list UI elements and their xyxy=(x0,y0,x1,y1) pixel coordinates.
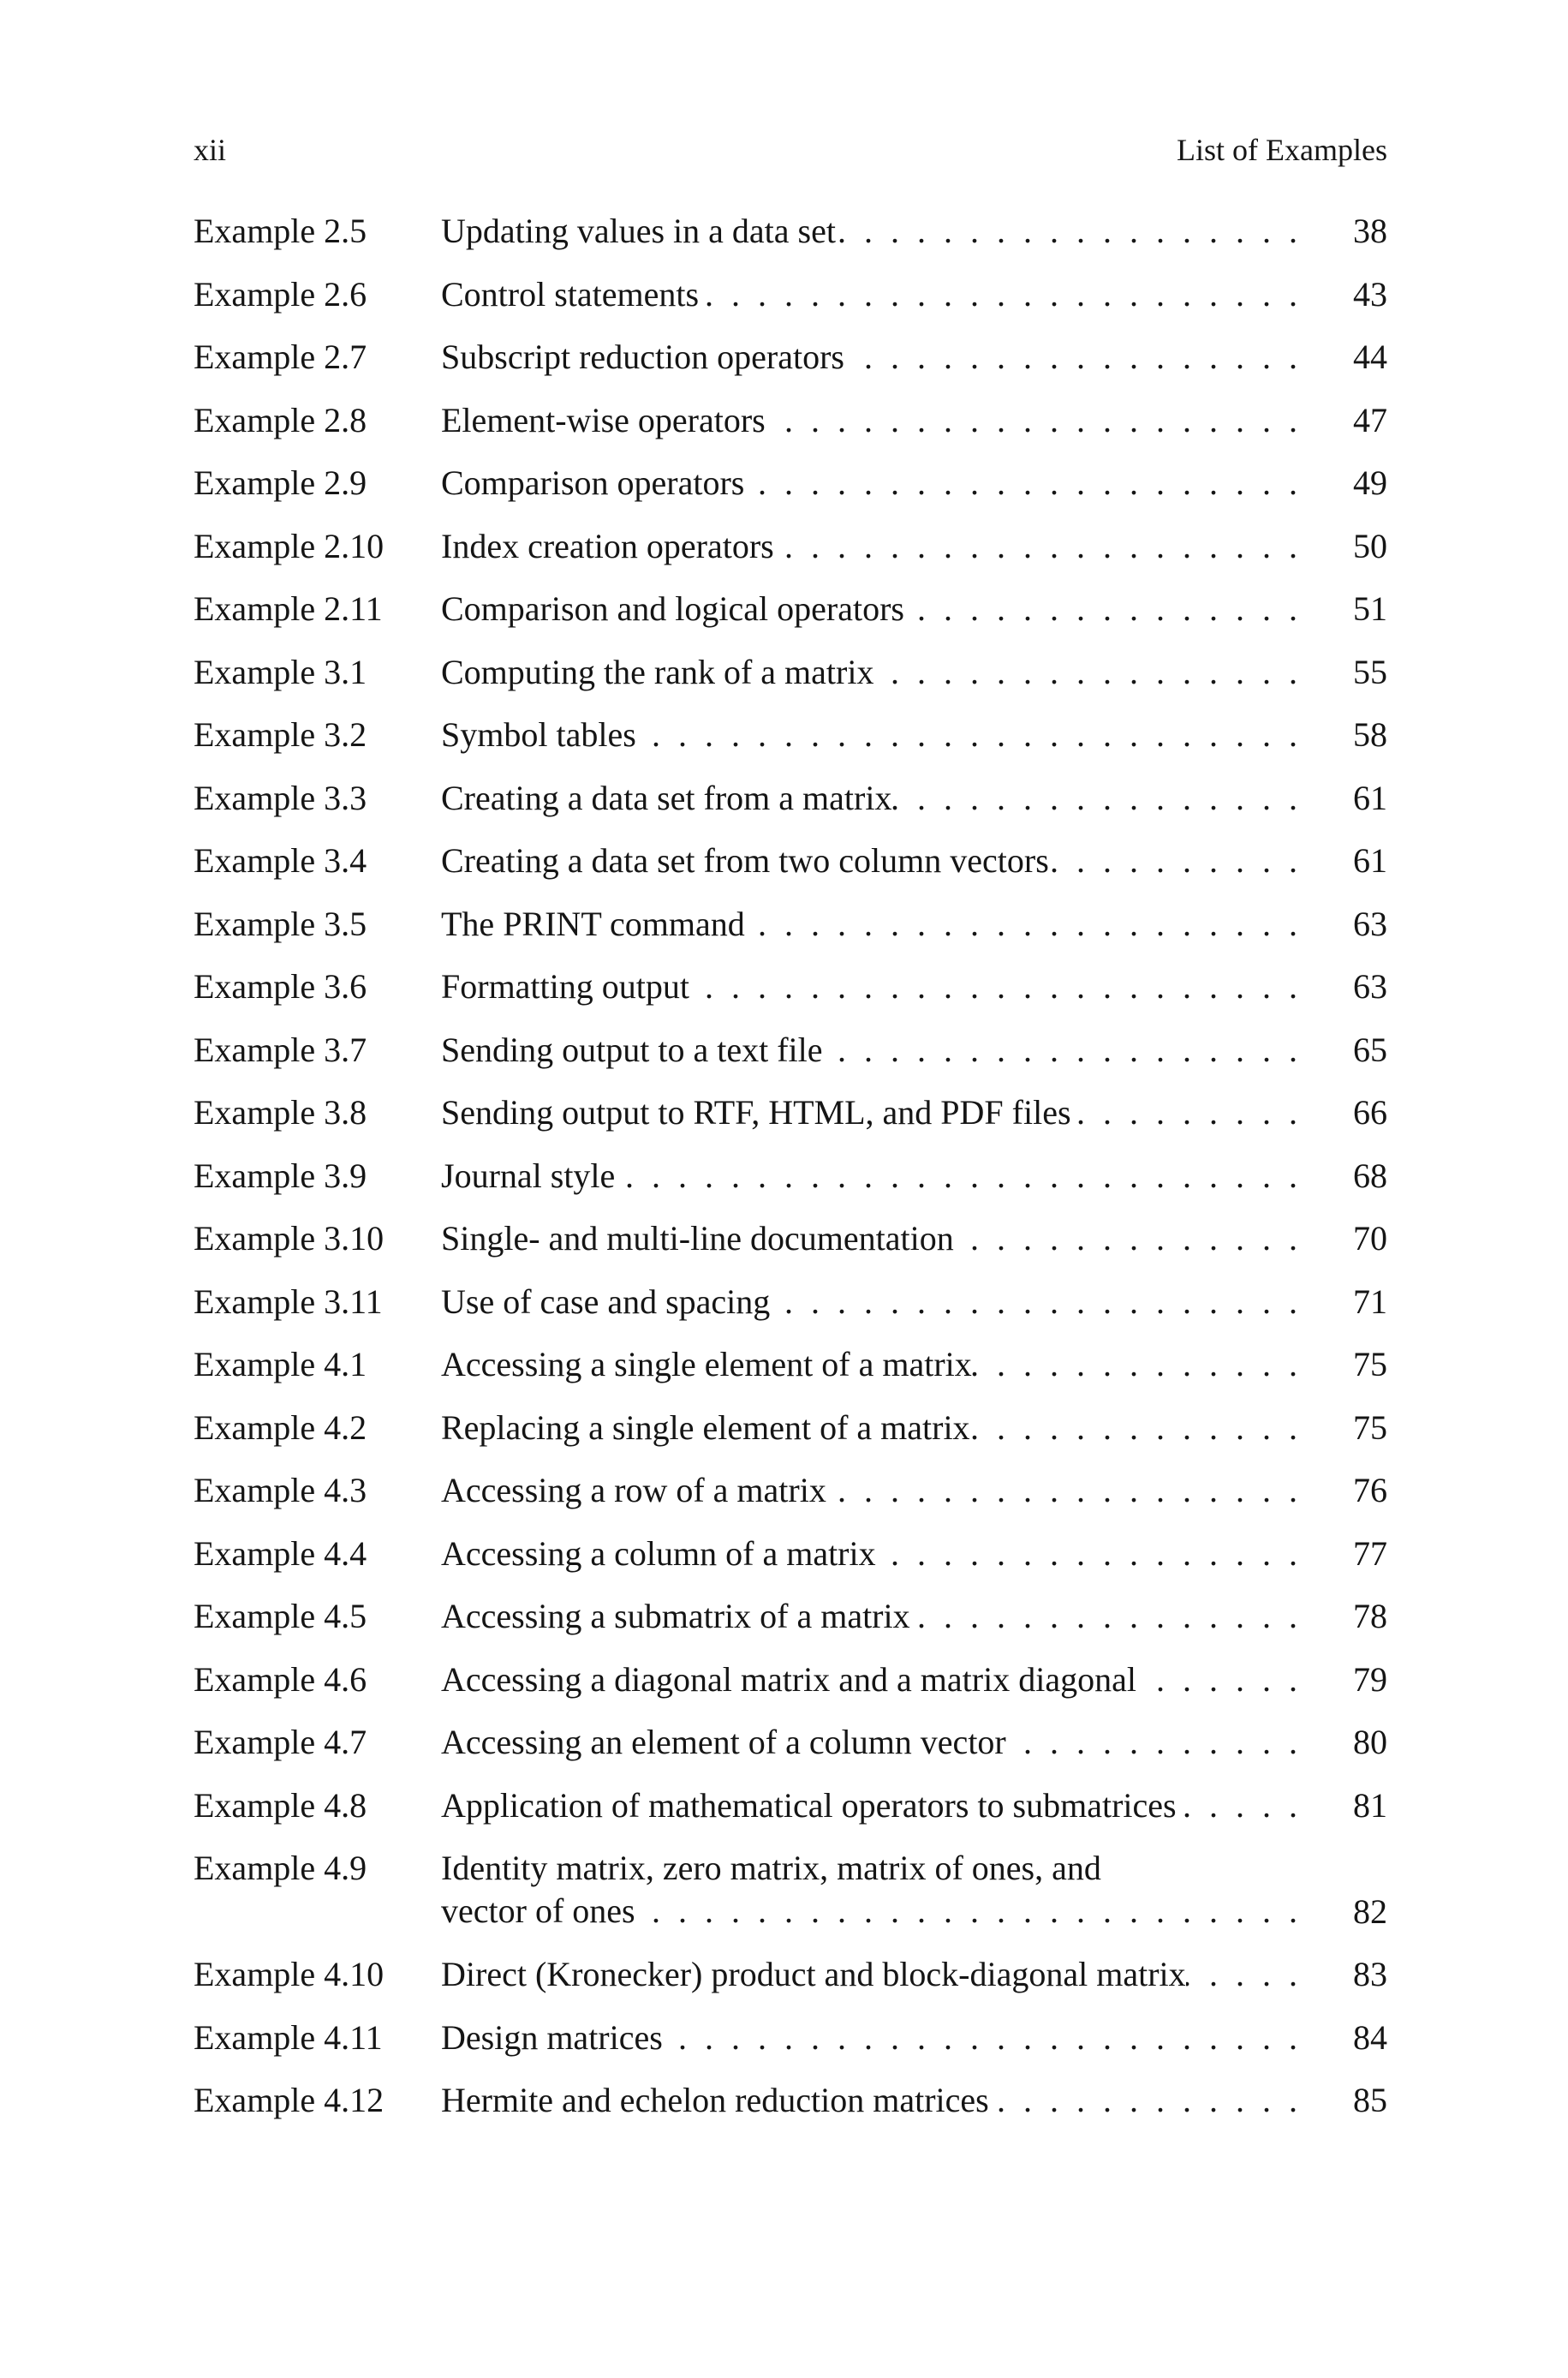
dot-leader xyxy=(770,1281,1297,1323)
example-label: Example 4.3 xyxy=(194,1471,367,1509)
dot-leader xyxy=(970,1407,1297,1449)
example-title: Single- and multi-line documentation xyxy=(441,1219,954,1258)
example-label: Example 3.8 xyxy=(194,1093,367,1132)
dot-leader xyxy=(636,714,1297,756)
toc-entry xyxy=(194,1155,1387,1218)
example-title: Accessing a row of a matrix xyxy=(441,1471,826,1509)
example-title: Comparison and logical operators xyxy=(441,589,904,628)
toc-entry xyxy=(194,1533,1387,1596)
dot-leader xyxy=(873,651,1297,694)
example-label: Example 4.10 xyxy=(194,1955,385,1993)
example-label: Example 4.8 xyxy=(194,1785,367,1825)
example-label: Example 2.9 xyxy=(194,463,367,502)
page-ref: 84 xyxy=(1353,2017,1387,2057)
example-title: Control statements xyxy=(441,274,700,314)
example-label: Example 3.3 xyxy=(194,778,367,817)
page-ref: 63 xyxy=(1353,904,1387,943)
example-title: Design matrices xyxy=(441,2017,663,2057)
dot-leader xyxy=(826,1469,1297,1512)
dot-leader xyxy=(972,1343,1297,1386)
example-title: Subscript reduction operators xyxy=(441,338,844,376)
example-title: Computing the rank of a matrix xyxy=(441,652,874,691)
dot-leader xyxy=(1049,839,1297,882)
example-label: Example 3.1 xyxy=(194,652,367,691)
page-ref: 61 xyxy=(1353,841,1387,880)
page-ref: 75 xyxy=(1353,1407,1387,1447)
page-ref: 70 xyxy=(1353,1219,1387,1258)
dot-leader xyxy=(699,273,1297,316)
page-ref: 49 xyxy=(1353,463,1387,502)
dot-leader xyxy=(766,399,1297,442)
toc-entry xyxy=(194,273,1387,337)
example-label: Example 4.4 xyxy=(194,1533,367,1573)
dot-leader xyxy=(774,525,1297,568)
example-label: Example 2.7 xyxy=(194,338,367,376)
page-ref: 68 xyxy=(1353,1156,1387,1195)
dot-leader xyxy=(663,2017,1297,2059)
example-label: Example 2.6 xyxy=(194,274,367,314)
running-title: List of Examples xyxy=(1177,133,1387,167)
page-ref: 71 xyxy=(1353,1282,1387,1321)
example-title: vector of ones xyxy=(441,1891,635,1930)
dot-leader xyxy=(844,336,1297,379)
example-title: Sending output to a text file xyxy=(441,1030,823,1069)
page-ref: 79 xyxy=(1353,1659,1387,1699)
example-title: Element-wise operators xyxy=(441,400,766,439)
page-ref: 47 xyxy=(1353,400,1387,439)
example-label: Example 3.5 xyxy=(194,904,367,943)
dot-leader xyxy=(1071,1091,1297,1134)
example-label: Example 3.4 xyxy=(194,841,367,880)
page-ref: 61 xyxy=(1353,778,1387,817)
example-label: Example 3.2 xyxy=(194,715,367,754)
dot-leader xyxy=(823,1029,1298,1072)
example-label: Example 3.7 xyxy=(194,1030,367,1069)
toc-entry xyxy=(194,336,1387,399)
dot-leader xyxy=(1006,1721,1297,1764)
toc-entry xyxy=(194,965,1387,1029)
toc-entry xyxy=(194,777,1387,840)
toc-entry xyxy=(194,1407,1387,1470)
dot-leader xyxy=(615,1155,1297,1198)
example-title: Comparison operators xyxy=(441,463,745,502)
example-title: Index creation operators xyxy=(441,526,774,565)
example-label: Example 4.2 xyxy=(194,1407,367,1447)
example-title: Application of mathematical operators to submatrices xyxy=(441,1785,1177,1825)
example-title: Formatting output xyxy=(441,967,689,1006)
dot-leader xyxy=(1177,1784,1297,1827)
list-of-examples xyxy=(194,210,1387,2142)
toc-entry xyxy=(194,462,1387,525)
example-label: Example 4.12 xyxy=(194,2081,385,2119)
example-title-line-1: Identity matrix, zero matrix, matrix of ones, and xyxy=(441,1849,1101,1887)
toc-entry xyxy=(194,525,1387,589)
page-ref: 80 xyxy=(1353,1723,1387,1761)
example-label: Example 2.5 xyxy=(194,212,367,250)
dot-leader xyxy=(876,1533,1297,1575)
toc-entry xyxy=(194,2017,1387,2080)
toc-entry xyxy=(194,1847,1387,1953)
page-ref: 83 xyxy=(1353,1955,1387,1993)
example-label: Example 4.9 xyxy=(194,1849,367,1887)
example-title: Accessing a submatrix of a matrix xyxy=(441,1597,910,1635)
example-label: Example 2.11 xyxy=(194,589,383,628)
dot-leader xyxy=(635,1890,1297,1933)
page-ref: 55 xyxy=(1353,652,1387,691)
example-label: Example 4.11 xyxy=(194,2017,383,2057)
page-ref: 82 xyxy=(1353,1891,1387,1931)
dot-leader xyxy=(689,965,1297,1008)
toc-entry xyxy=(194,1953,1387,2017)
page-ref: 44 xyxy=(1353,338,1387,376)
toc-entry xyxy=(194,1784,1387,1848)
toc-entry xyxy=(194,399,1387,463)
running-header xyxy=(194,128,1387,171)
page-ref: 63 xyxy=(1353,967,1387,1006)
example-title: Symbol tables xyxy=(441,715,636,754)
toc-entry xyxy=(194,1658,1387,1722)
example-label: Example 2.10 xyxy=(194,526,385,565)
toc-entry xyxy=(194,1469,1387,1533)
page-ref: 58 xyxy=(1353,715,1387,754)
example-title: Sending output to RTF, HTML, and PDF files xyxy=(441,1093,1071,1132)
page-ref: 75 xyxy=(1353,1345,1387,1383)
dot-leader xyxy=(1136,1658,1297,1701)
example-label: Example 2.8 xyxy=(194,400,367,439)
toc-entry xyxy=(194,714,1387,777)
toc-entry xyxy=(194,1281,1387,1344)
toc-entry xyxy=(194,1343,1387,1407)
page-ref: 50 xyxy=(1353,526,1387,565)
example-label: Example 3.9 xyxy=(194,1156,367,1195)
example-title: Replacing a single element of a matrix xyxy=(441,1407,970,1447)
example-title: Direct (Kronecker) product and block-diagonal matrix xyxy=(441,1955,1186,1993)
dot-leader xyxy=(1186,1953,1297,1996)
example-label: Example 3.11 xyxy=(194,1282,383,1321)
dot-leader xyxy=(745,903,1297,946)
toc-entry xyxy=(194,1721,1387,1784)
page-ref: 66 xyxy=(1353,1093,1387,1132)
toc-entry xyxy=(194,588,1387,651)
page-ref: 85 xyxy=(1353,2081,1387,2119)
page-ref: 78 xyxy=(1353,1597,1387,1635)
toc-entry xyxy=(194,1595,1387,1658)
toc-entry xyxy=(194,1091,1387,1155)
example-title: Use of case and spacing xyxy=(441,1282,771,1321)
dot-leader xyxy=(891,777,1297,820)
dot-leader xyxy=(904,588,1297,630)
page-ref: 77 xyxy=(1353,1533,1387,1573)
toc-entry xyxy=(194,903,1387,966)
example-title: Hermite and echelon reduction matrices xyxy=(441,2081,989,2119)
example-title: Creating a data set from a matrix xyxy=(441,778,892,817)
example-title: Creating a data set from two column vectors xyxy=(441,841,1049,880)
example-label: Example 4.5 xyxy=(194,1597,367,1635)
dot-leader xyxy=(744,462,1297,505)
example-title: Journal style xyxy=(441,1156,616,1195)
dot-leader xyxy=(910,1595,1297,1638)
page-ref: 81 xyxy=(1353,1785,1387,1825)
example-title: Updating values in a data set xyxy=(441,212,836,250)
example-title: Accessing a column of a matrix xyxy=(441,1533,876,1573)
page-ref: 51 xyxy=(1353,589,1387,628)
example-label: Example 4.1 xyxy=(194,1345,367,1383)
toc-entry xyxy=(194,210,1387,273)
page-number: xii xyxy=(194,133,227,167)
example-label: Example 3.6 xyxy=(194,967,367,1006)
page-ref: 76 xyxy=(1353,1471,1387,1509)
example-title: Accessing a diagonal matrix and a matrix diagonal xyxy=(441,1659,1136,1699)
page-ref: 38 xyxy=(1353,212,1387,250)
page-ref: 65 xyxy=(1353,1030,1387,1069)
example-title: Accessing an element of a column vector xyxy=(441,1723,1006,1761)
toc-entry xyxy=(194,1029,1387,1092)
toc-entry xyxy=(194,839,1387,903)
dot-leader xyxy=(836,210,1297,253)
example-label: Example 4.7 xyxy=(194,1723,367,1761)
page-ref: 43 xyxy=(1353,274,1387,314)
dot-leader xyxy=(954,1217,1297,1260)
toc-entry xyxy=(194,2079,1387,2142)
example-label: Example 4.6 xyxy=(194,1659,367,1699)
example-title: Accessing a single element of a matrix xyxy=(441,1345,972,1383)
example-title: The PRINT command xyxy=(441,904,745,943)
toc-entry xyxy=(194,1217,1387,1281)
dot-leader xyxy=(989,2079,1297,2122)
example-label: Example 3.10 xyxy=(194,1219,385,1258)
toc-entry xyxy=(194,651,1387,714)
